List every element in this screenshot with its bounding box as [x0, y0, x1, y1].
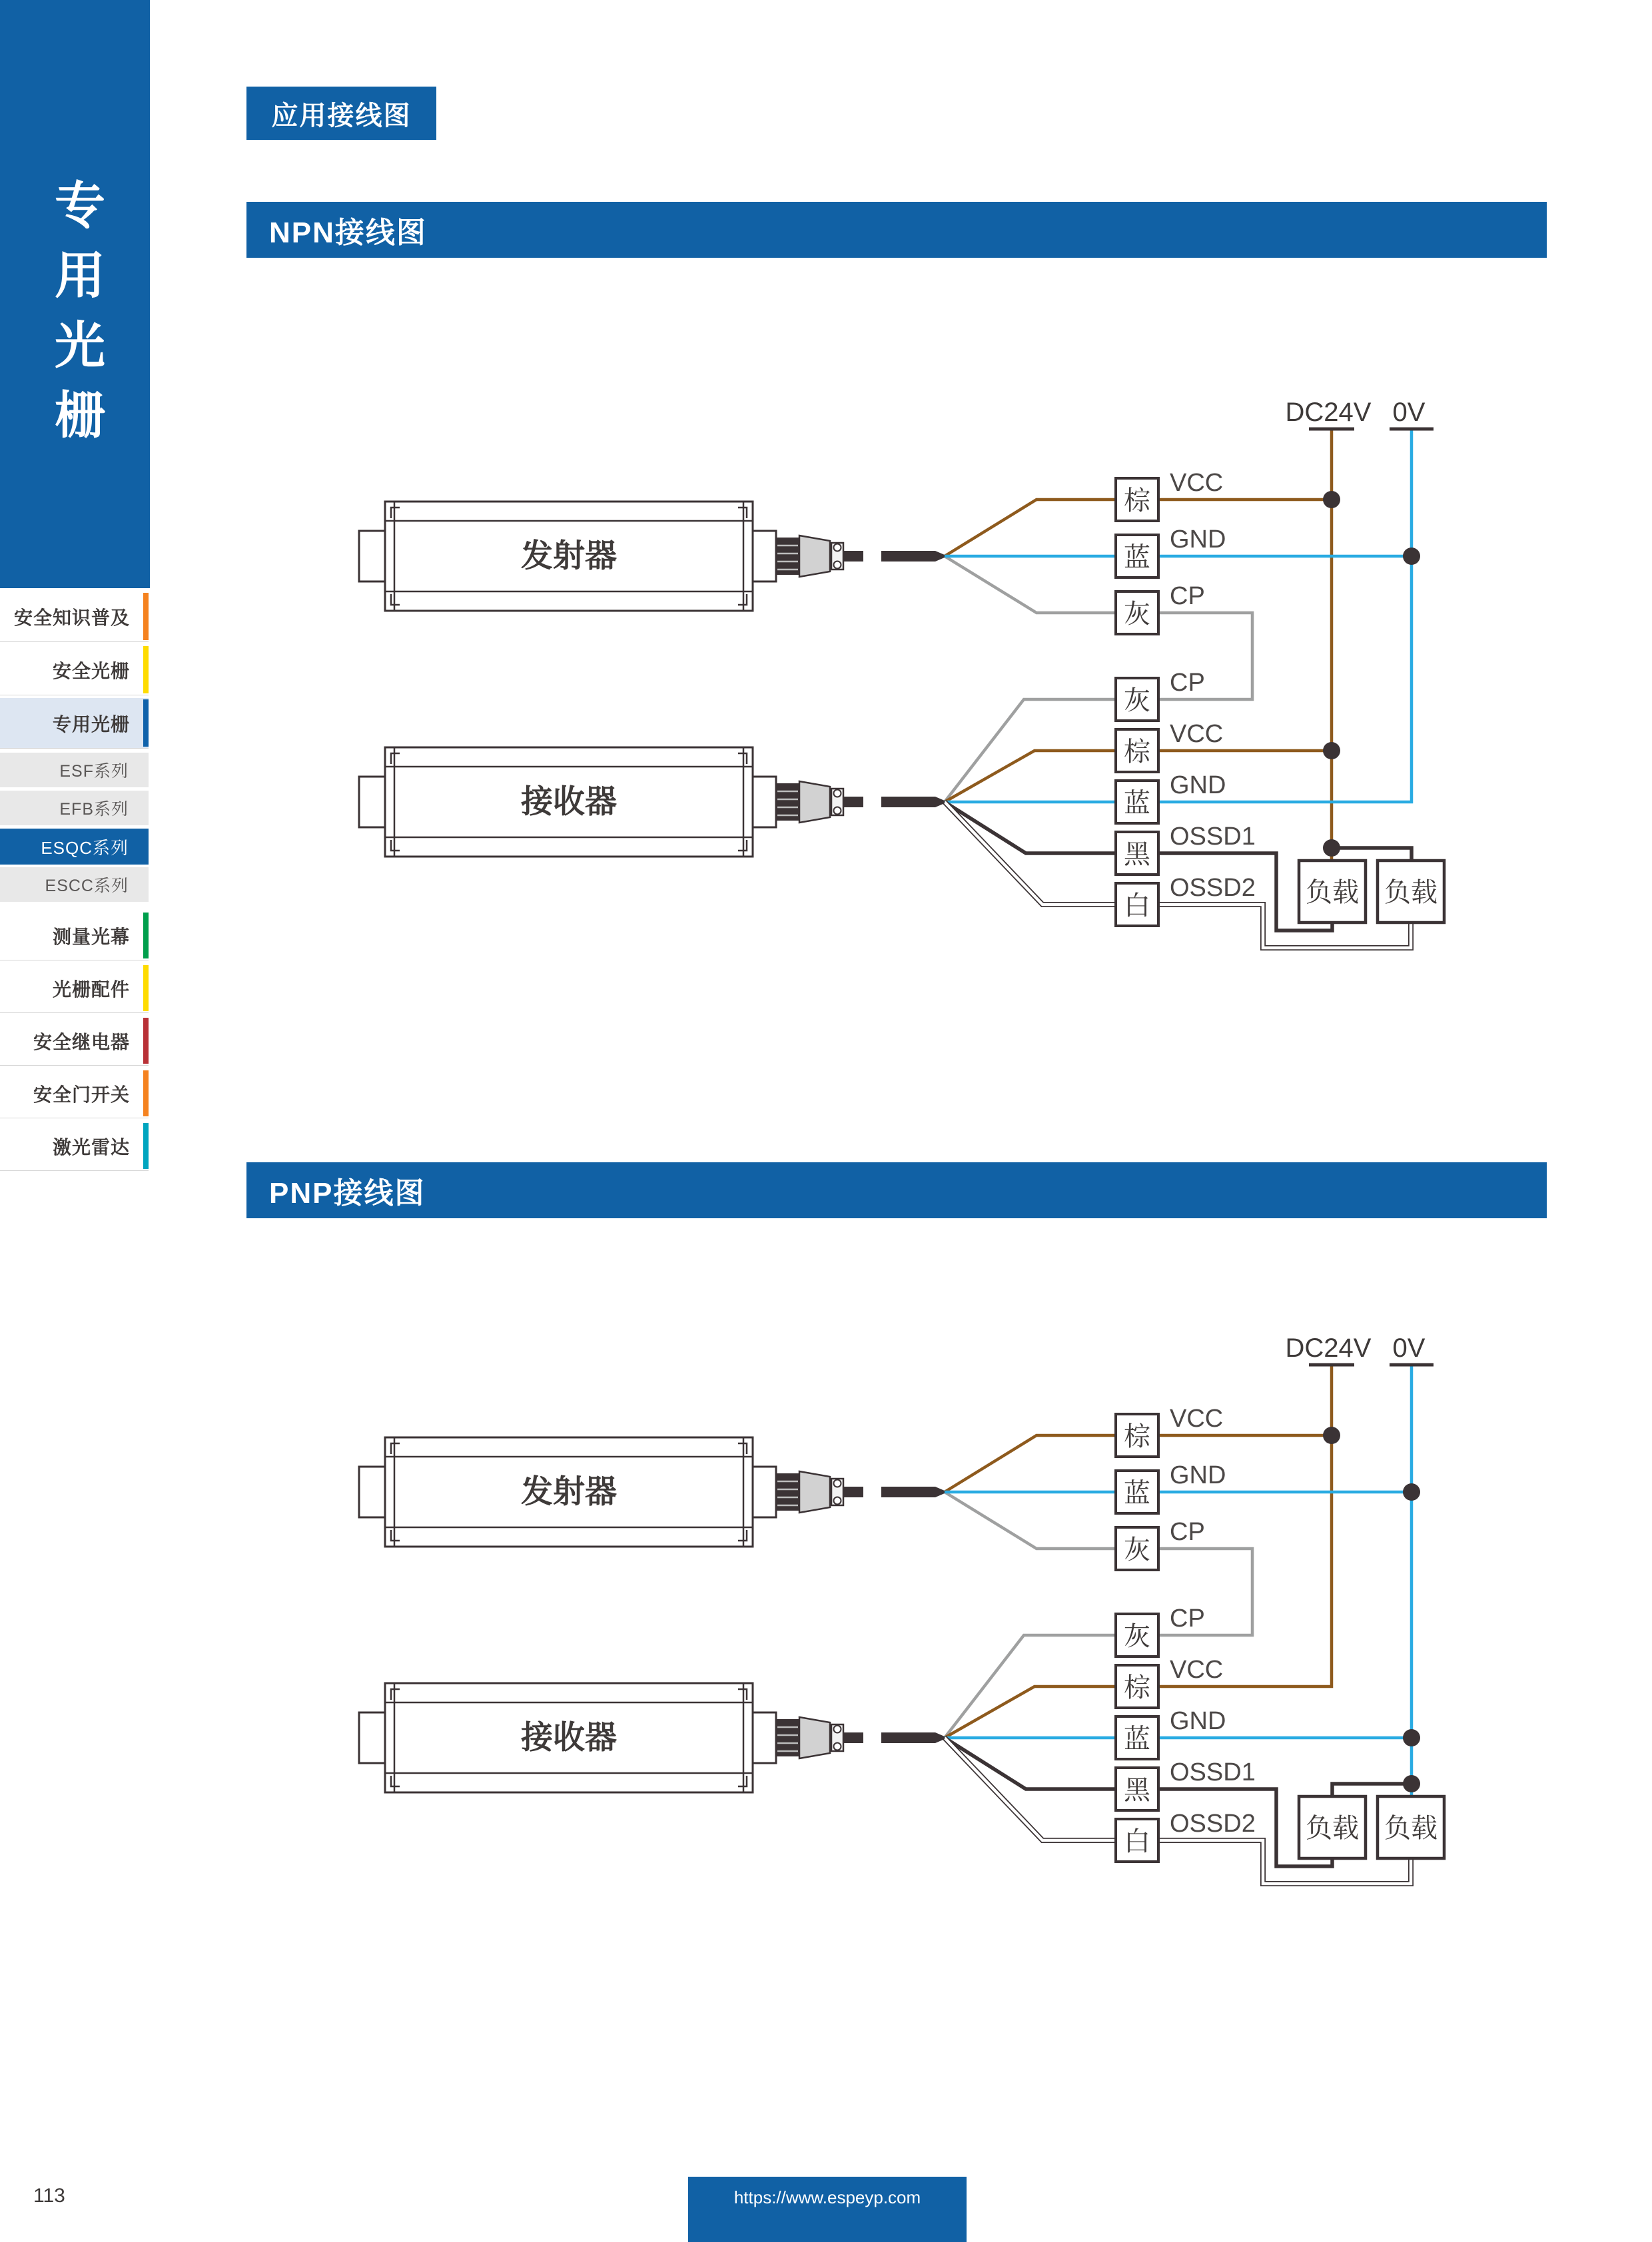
junction-dot: [1323, 1427, 1340, 1444]
pnp-rx-blue-box-label: 蓝: [1124, 1724, 1150, 1754]
pnp-tx-blue-box-label: 蓝: [1124, 1479, 1150, 1508]
pnp-rx-white-box-label: 白: [1124, 1827, 1150, 1856]
pnp-rx-black-box-label: 黑: [1124, 1776, 1150, 1805]
footer-url[interactable]: https://www.espeyp.com: [733, 2187, 921, 2207]
junction-dot: [1403, 1483, 1420, 1501]
npn-wiring-diagram: [359, 398, 1444, 948]
pnp-load1-label: 负载: [1306, 1814, 1359, 1843]
pnp-rx-vcc-fan-wire: [945, 1686, 1116, 1738]
pnp-rx-ossd1-label: OSSD1: [1170, 1758, 1256, 1786]
sidebar-item-label: 测量光幕: [52, 926, 130, 947]
npn-rx-ossd1-label: OSSD1: [1170, 823, 1256, 851]
npn-load1-label: 负载: [1306, 878, 1359, 907]
npn-rx-brown-box-label: 棕: [1124, 737, 1150, 767]
npn-tx-gnd-label: GND: [1170, 526, 1226, 554]
npn-tx-brown-box-label: 棕: [1124, 486, 1150, 516]
npn-tx-vcc-label: VCC: [1170, 469, 1224, 497]
sidebar-item-label: 光栅配件: [52, 978, 130, 1000]
pnp-load2-label: 负载: [1384, 1814, 1438, 1843]
sidebar-item-label: 专用光栅: [52, 713, 130, 735]
npn-rx-cp-label: CP: [1170, 669, 1205, 697]
sidebar-item-label: EFB系列: [59, 800, 129, 819]
footer-url-bar: [688, 2177, 967, 2242]
pnp-tx-gnd-label: GND: [1170, 1461, 1226, 1489]
sidebar-item-label: 激光雷达: [52, 1136, 130, 1158]
sidebar-item-label: 安全知识普及: [13, 607, 130, 628]
sidebar-item-label: 安全门开关: [33, 1084, 130, 1105]
npn-receiver-label: 接收器: [520, 784, 618, 820]
pnp-load1-branch-wire: [1332, 1784, 1412, 1796]
npn-0v-label: 0V: [1392, 398, 1426, 427]
npn-section-header: NPN接线图: [246, 202, 1547, 258]
npn-rx-gnd-label: GND: [1170, 771, 1226, 799]
sidebar-vertical-title-text: 专用光栅: [47, 179, 104, 458]
pnp-tx-cp-fan-wire: [945, 1492, 1116, 1549]
pnp-rx-gnd-label: GND: [1170, 1707, 1226, 1735]
npn-rx-gray-box-label: 灰: [1124, 686, 1150, 715]
npn-rx-vcc-label: VCC: [1170, 720, 1224, 748]
pnp-transmitter-label: 发射器: [520, 1474, 618, 1510]
junction-dot: [1323, 742, 1340, 759]
pnp-tx-gray-box-label: 灰: [1124, 1535, 1150, 1565]
npn-rx-black-box-label: 黑: [1124, 840, 1150, 869]
npn-rx-blue-box-label: 蓝: [1124, 789, 1150, 818]
pnp-receiver-label: 接收器: [520, 1720, 618, 1756]
pnp-0v-label: 0V: [1392, 1333, 1426, 1363]
npn-tx-cp-fan-wire: [945, 556, 1116, 613]
pnp-rx-gray-box-label: 灰: [1124, 1622, 1150, 1651]
pnp-rx-brown-box-label: 棕: [1124, 1673, 1150, 1702]
sidebar-item-label: 安全继电器: [33, 1031, 130, 1052]
sidebar-item-label: ESF系列: [59, 762, 129, 781]
npn-tx-cp-label: CP: [1170, 582, 1205, 610]
junction-dot: [1403, 1729, 1420, 1746]
sidebar-item-label: ESCC系列: [45, 877, 129, 895]
pnp-rx-cable: [881, 1732, 945, 1743]
page-number: 113: [33, 2185, 65, 2207]
junction-dot: [1323, 839, 1340, 857]
section-badge: 应用接线图: [246, 87, 436, 140]
npn-tx-gray-box-label: 灰: [1124, 599, 1150, 629]
sidebar-item-label: 安全光栅: [52, 660, 130, 681]
npn-rx-cable: [881, 797, 945, 807]
sidebar-item-label: ESQC系列: [41, 837, 129, 858]
junction-dot: [1403, 1775, 1420, 1792]
npn-dc24v-label: DC24V: [1285, 398, 1372, 427]
pnp-tx-cp-label: CP: [1170, 1518, 1205, 1546]
pnp-rx-vcc-label: VCC: [1170, 1656, 1224, 1684]
pnp-rx-cp-label: CP: [1170, 1605, 1205, 1633]
npn-tx-blue-box-label: 蓝: [1124, 543, 1150, 572]
pnp-wiring-diagram: [359, 1333, 1444, 1884]
junction-dot: [1403, 548, 1420, 565]
pnp-dc24v-label: DC24V: [1285, 1333, 1372, 1363]
junction-dot: [1323, 491, 1340, 508]
npn-rx-ossd2-label: OSSD2: [1170, 874, 1256, 902]
pnp-rx-ossd2-label: OSSD2: [1170, 1810, 1256, 1838]
npn-rx-white-box-label: 白: [1124, 891, 1150, 921]
npn-transmitter-label: 发射器: [520, 538, 618, 574]
pnp-tx-cable: [881, 1487, 945, 1497]
pnp-section-header: PNP接线图: [246, 1162, 1547, 1218]
npn-load2-branch-wire: [1332, 848, 1412, 861]
npn-tx-cable: [881, 551, 945, 561]
pnp-tx-vcc-label: VCC: [1170, 1405, 1224, 1433]
pnp-tx-brown-box-label: 棕: [1124, 1422, 1150, 1451]
npn-load2-label: 负载: [1384, 878, 1438, 907]
